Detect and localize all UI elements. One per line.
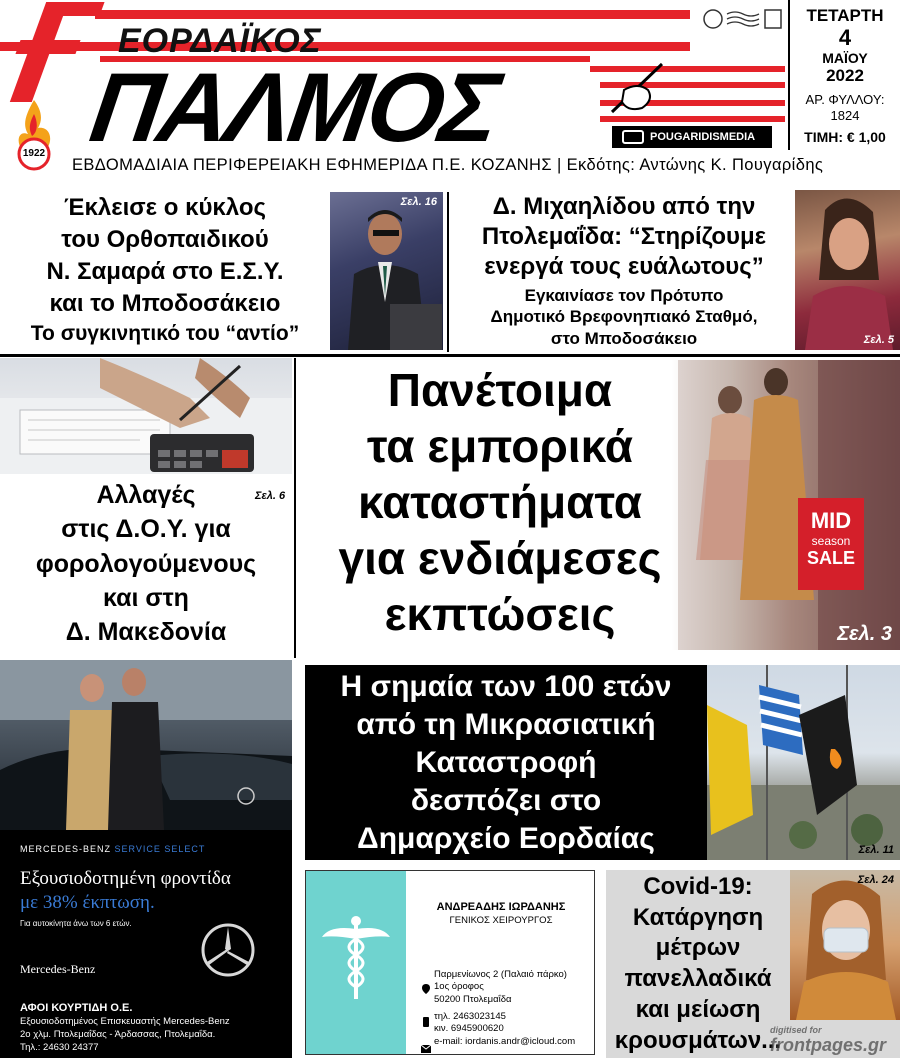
issue-day: ΤΕΤΑΡΤΗ bbox=[806, 6, 884, 25]
headline-line: μέτρων bbox=[655, 934, 741, 962]
headline-line: φορολογούμενους bbox=[35, 549, 257, 578]
doctor-ad-color-panel bbox=[306, 871, 406, 1054]
mb-dealer-line: 2ο χλμ. Πτολεμαΐδας - Άρδασσας, Πτολεμαΐδα. bbox=[20, 1028, 216, 1040]
headline-line: Ν. Σαμαρά στο Ε.Σ.Υ. bbox=[46, 257, 284, 285]
watermark-line: frontpages.gr bbox=[770, 1035, 887, 1055]
headline-line: για ενδιάμεσες bbox=[338, 532, 662, 585]
mercedes-ad[interactable] bbox=[0, 660, 292, 1058]
location-pin-icon bbox=[422, 981, 430, 991]
doctor-title: ΓΕΝΙΚΟΣ ΧΕΙΡΟΥΡΓΟΣ bbox=[449, 915, 553, 926]
headline-line: καταστήματα bbox=[358, 476, 642, 529]
mb-note: Για αυτοκίνητα άνω των 6 ετών. bbox=[20, 919, 132, 928]
mercedes-ad-photo bbox=[0, 660, 292, 830]
mb-dealer-name: ΑΦΟΙ ΚΟΥΡΤΙΔΗ Ο.Ε. bbox=[20, 1002, 133, 1014]
page-reference: Σελ. 11 bbox=[858, 844, 894, 856]
doctor-mobile[interactable]: κιν. 6945900620 bbox=[434, 1023, 504, 1035]
masthead-red-stripe bbox=[95, 10, 690, 19]
headline-line: από τη Μικρασιατική bbox=[356, 708, 656, 742]
masthead-red-stripe bbox=[0, 42, 690, 51]
page-reference: Σελ. 16 bbox=[400, 196, 437, 208]
mb-wordmark: Mercedes-Benz bbox=[20, 962, 96, 976]
logo-title: ΠΑΛΜΟΣ bbox=[84, 52, 504, 162]
headline-line: Η σημαία των 100 ετών bbox=[340, 670, 672, 703]
postage-stamps-icon bbox=[703, 6, 783, 32]
issue-number: 1824 bbox=[830, 108, 860, 124]
headline-line: Έκλεισε ο κύκλος bbox=[64, 194, 266, 221]
mail-icon bbox=[421, 1040, 431, 1048]
article-doy-headline[interactable] bbox=[0, 478, 292, 649]
publisher-brand bbox=[612, 126, 772, 148]
doctor-contacts bbox=[434, 1011, 575, 1048]
issue-date: 4 bbox=[838, 25, 852, 50]
michailidou-photo[interactable] bbox=[795, 190, 900, 350]
issue-number-label: ΑΡ. ΦΥΛΛΟΥ: bbox=[805, 92, 885, 108]
doctor-phone[interactable]: τηλ. 2463023145 bbox=[434, 1011, 506, 1022]
headline-line: ενεργά τους ευάλωτους” bbox=[484, 253, 764, 280]
address-line: 50200 Πτολεμαΐδα bbox=[434, 993, 512, 1005]
mb-dealer-info bbox=[20, 1016, 230, 1054]
sale-sign-text: MID bbox=[810, 508, 852, 533]
media-logo-icon bbox=[622, 130, 644, 144]
headline-line: Αλλαγές bbox=[96, 481, 196, 509]
flame-year: 1922 bbox=[22, 148, 46, 159]
article-flag-headline[interactable] bbox=[305, 668, 707, 858]
headline-line: Καταστροφή bbox=[415, 746, 597, 780]
sale-sign-text: season bbox=[811, 534, 851, 548]
issue-year: 2022 bbox=[826, 66, 864, 86]
headline-line: του Ορθοπαιδικού bbox=[61, 225, 269, 253]
headline-line: Covid-19: bbox=[643, 873, 753, 900]
article-covid-headline[interactable] bbox=[606, 872, 790, 1056]
watermark-line: digitised for bbox=[770, 1025, 822, 1035]
headline-line: και μείωση bbox=[635, 995, 761, 1023]
headline-subline: Το συγκινητικό του “αντίο” bbox=[30, 321, 300, 345]
headline-line: Πανέτοιμα bbox=[387, 364, 613, 416]
watermark bbox=[770, 1025, 886, 1056]
caduceus-icon bbox=[320, 915, 392, 1006]
mb-service-select: SERVICE SELECT bbox=[114, 844, 206, 854]
column-divider bbox=[294, 358, 296, 658]
headline-line: εκπτώσεις bbox=[384, 588, 616, 641]
article-samaras-headline[interactable] bbox=[0, 192, 330, 348]
covid-mask-photo[interactable] bbox=[790, 870, 900, 1020]
address-line: Παρμενίωνος 2 (Παλαιό πάρκο) bbox=[434, 969, 567, 980]
issue-price: ΤΙΜΗ: € 1,00 bbox=[804, 128, 886, 145]
hand-writing-icon bbox=[604, 60, 674, 120]
tagline: ΕΒΔΟΜΑΔΙΑΙΑ ΠΕΡΙΦΕΡΕΙΑΚΗ ΕΦΗΜΕΡΙΔΑ Π.Ε. ΚΟΖΑΝΗΣ | Εκδότης: Αντώνης Κ. Πουγαρίδης bbox=[72, 156, 824, 174]
row-divider bbox=[0, 354, 900, 357]
samaras-photo[interactable] bbox=[330, 192, 443, 350]
issue-info bbox=[788, 0, 900, 150]
headline-line: κρουσμάτων... bbox=[614, 1026, 782, 1054]
page-reference: Σελ. 24 bbox=[857, 874, 894, 886]
address-line: 1ος όροφος bbox=[434, 981, 484, 993]
doctor-address bbox=[434, 969, 567, 1006]
mercedes-star-icon bbox=[200, 922, 256, 978]
subheadline-line: στο Μποδοσάκειο bbox=[550, 328, 698, 348]
page-reference: Σελ. 6 bbox=[255, 490, 286, 502]
headline-line: Πτολεμαΐδα: “Στηρίζουμε bbox=[481, 223, 767, 250]
tax-office-photo[interactable] bbox=[0, 358, 292, 474]
headline-line: πανελλαδικά bbox=[624, 965, 772, 993]
mb-dealer-phone: Τηλ.: 24630 24377 bbox=[20, 1041, 99, 1053]
mb-headline: Εξουσιοδοτημένη φροντίδα bbox=[20, 868, 231, 889]
page-reference: Σελ. 3 bbox=[837, 623, 892, 645]
headline-line: Δ. Μακεδονία bbox=[65, 618, 227, 646]
headline-line: τα εμπορικά bbox=[367, 420, 633, 473]
article-michailidou-headline[interactable] bbox=[453, 192, 795, 282]
phone-icon bbox=[422, 1014, 430, 1024]
page-reference: Σελ. 5 bbox=[863, 334, 894, 346]
headline-line: Κατάργηση bbox=[632, 903, 764, 931]
masthead bbox=[0, 0, 900, 185]
flags-photo[interactable] bbox=[707, 665, 900, 860]
article-main-headline[interactable] bbox=[300, 362, 700, 643]
mb-dealer-line: Εξουσιοδοτημένος Επισκευαστής Mercedes-Benz bbox=[20, 1016, 230, 1027]
subheadline-line: Δημοτικό Βρεφονηπιακό Σταθμό, bbox=[490, 307, 758, 327]
publisher-brand-label: POUGARIDISMEDIA bbox=[650, 131, 756, 143]
logo-prefix: ΕΟΡΔΑΪΚΟΣ bbox=[118, 22, 322, 60]
mb-discount: με 38% έκπτωση. bbox=[20, 892, 155, 913]
doctor-ad[interactable] bbox=[305, 870, 595, 1055]
article-michailidou-subheadline bbox=[453, 285, 795, 349]
mb-brand-label: MERCEDES-BENZ bbox=[20, 844, 112, 854]
doctor-name: ΑΝΔΡΕΑΔΗΣ ΙΩΡΔΑΝΗΣ bbox=[436, 901, 566, 913]
mid-season-sale-sign bbox=[798, 498, 864, 590]
mb-brand-line bbox=[20, 844, 205, 854]
headline-line: και το Μποδοσάκειο bbox=[49, 289, 281, 317]
headline-line: Δημαρχείο Εορδαίας bbox=[357, 822, 655, 856]
sale-sign-text: SALE bbox=[806, 548, 855, 568]
subheadline-line: Εγκαινίασε τον Πρότυπο bbox=[524, 286, 724, 305]
doctor-email[interactable]: e-mail: iordanis.andr@icloud.com bbox=[434, 1035, 576, 1047]
headline-line: δεσπόζει στο bbox=[410, 784, 602, 818]
issue-month: ΜΑΪΟΥ bbox=[822, 50, 868, 67]
column-divider bbox=[447, 192, 449, 352]
headline-line: στις Δ.Ο.Υ. για bbox=[61, 515, 231, 544]
headline-line: και στη bbox=[103, 583, 189, 612]
flame-logo-icon bbox=[8, 98, 60, 172]
headline-line: Δ. Μιχαηλίδου από την bbox=[492, 193, 756, 220]
